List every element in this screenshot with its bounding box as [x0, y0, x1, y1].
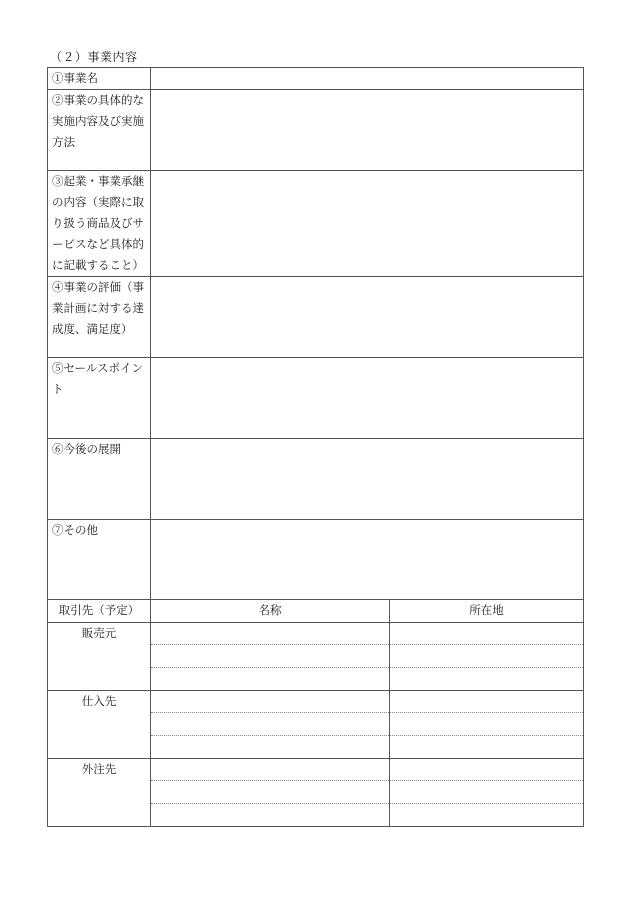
field-implementation[interactable] [151, 90, 584, 171]
label-implementation: ②事業の具体的な実施内容及び実施方法 [48, 90, 151, 171]
partner-name-field[interactable] [151, 691, 390, 713]
partner-row [48, 691, 584, 713]
row-future-plan [48, 439, 584, 520]
partners-header-row [48, 600, 584, 623]
field-business-name[interactable] [151, 68, 584, 90]
row-implementation [48, 90, 584, 171]
category-outsource: 外注先 [48, 759, 151, 827]
field-evaluation[interactable] [151, 277, 584, 358]
header-location: 所在地 [390, 600, 584, 623]
partner-location-field[interactable] [390, 668, 584, 691]
category-supplier: 仕入先 [48, 691, 151, 759]
partner-location-field[interactable] [390, 781, 584, 804]
row-other [48, 520, 584, 600]
partner-name-field[interactable] [151, 804, 390, 827]
field-startup-succession[interactable] [151, 171, 584, 277]
header-name: 名称 [151, 600, 390, 623]
category-sales: 販売元 [48, 623, 151, 691]
partner-location-field[interactable] [390, 691, 584, 713]
label-future-plan: ⑥今後の展開 [48, 439, 151, 520]
partner-name-field[interactable] [151, 668, 390, 691]
label-evaluation: ④事業の評価（事業計画に対する達成度、満足度） [48, 277, 151, 358]
partner-location-field[interactable] [390, 713, 584, 736]
row-sales-point [48, 358, 584, 439]
partner-location-field[interactable] [390, 804, 584, 827]
partner-name-field[interactable] [151, 713, 390, 736]
label-startup-succession: ③起業・事業承継の内容（実際に取り扱う商品及びサービスなど具体的に記載すること） [48, 171, 151, 277]
partner-name-field[interactable] [151, 781, 390, 804]
label-business-name: ①事業名 [48, 68, 151, 90]
field-sales-point[interactable] [151, 358, 584, 439]
partner-row [48, 623, 584, 645]
field-other[interactable] [151, 520, 584, 600]
partner-location-field[interactable] [390, 623, 584, 645]
partner-row [48, 759, 584, 781]
partner-location-field[interactable] [390, 645, 584, 668]
partner-location-field[interactable] [390, 736, 584, 759]
row-evaluation [48, 277, 584, 358]
row-startup-succession [48, 171, 584, 277]
partner-name-field[interactable] [151, 623, 390, 645]
label-sales-point: ⑤セールスポイント [48, 358, 151, 439]
partner-location-field[interactable] [390, 759, 584, 781]
section-title: （２）事業内容 [50, 50, 138, 64]
label-other: ⑦その他 [48, 520, 151, 600]
row-business-name [48, 68, 584, 90]
business-content-form [47, 67, 584, 827]
header-partner: 取引先（予定） [48, 600, 151, 623]
field-future-plan[interactable] [151, 439, 584, 520]
partner-name-field[interactable] [151, 736, 390, 759]
partner-name-field[interactable] [151, 645, 390, 668]
partner-name-field[interactable] [151, 759, 390, 781]
